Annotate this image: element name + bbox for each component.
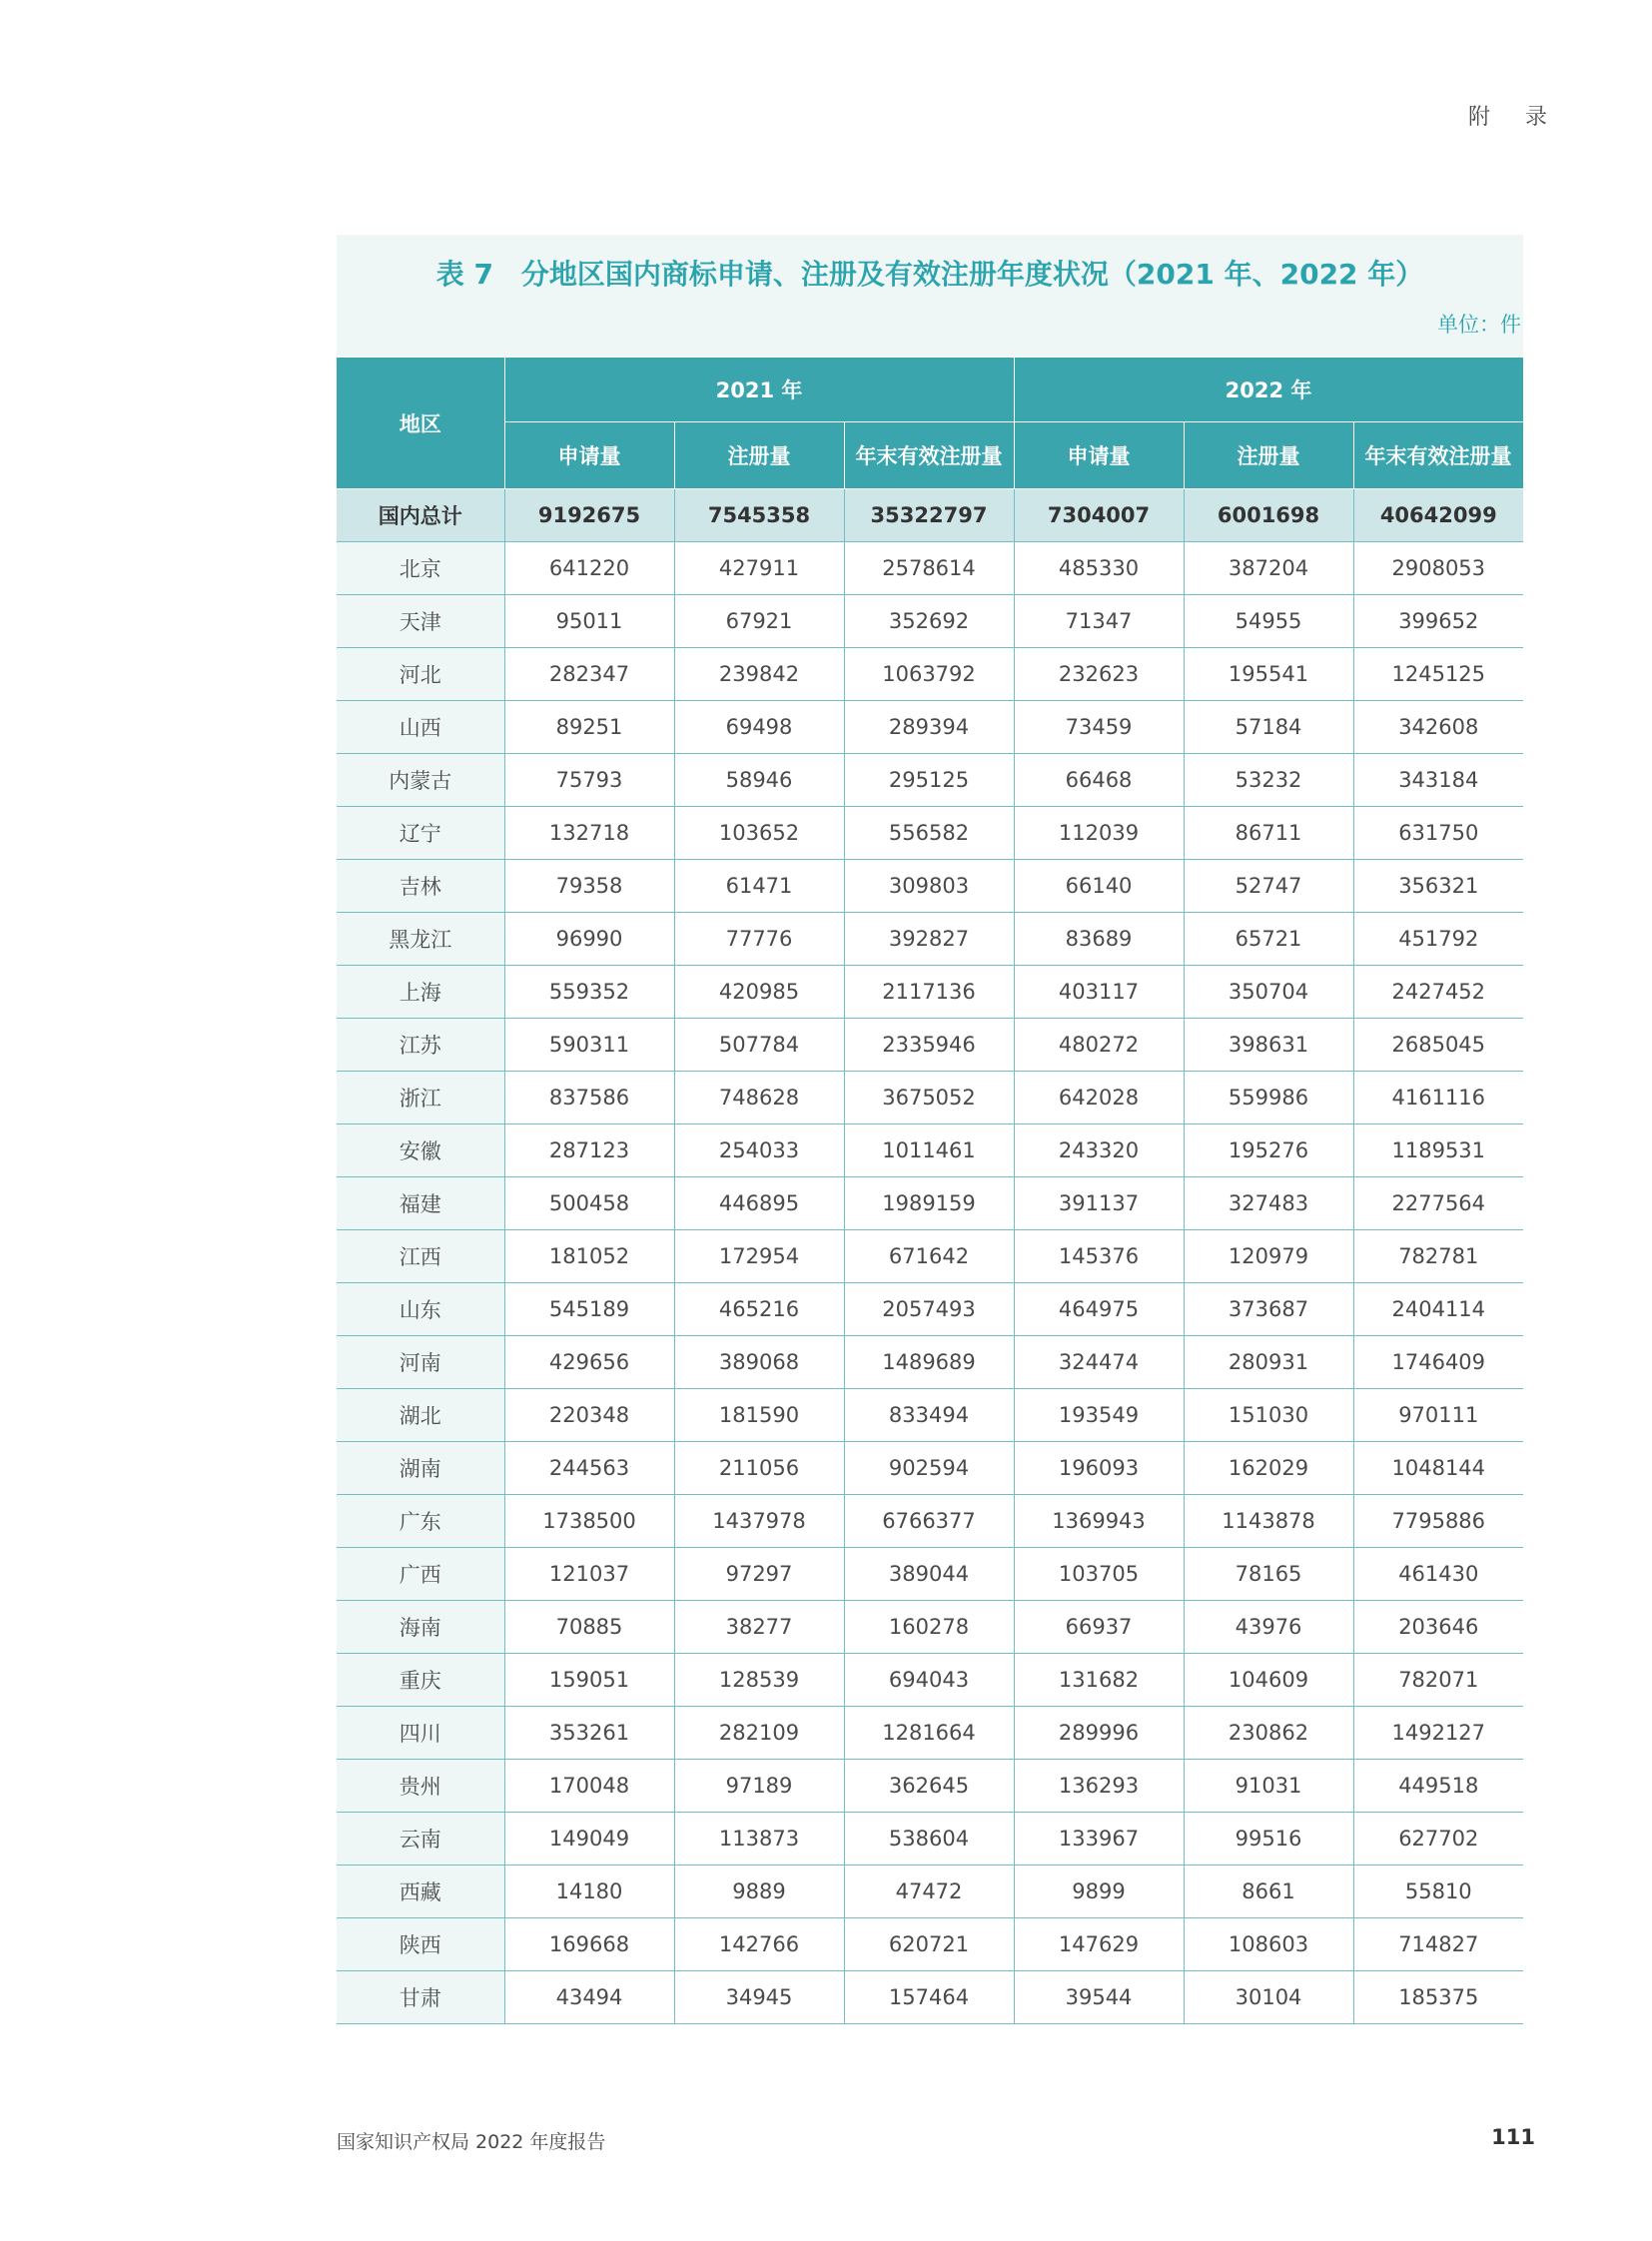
value-cell: 387204 — [1184, 542, 1353, 595]
table-row — [337, 1601, 1523, 1654]
value-cell: 427911 — [674, 542, 844, 595]
value-cell: 289394 — [844, 701, 1014, 754]
value-cell: 58946 — [674, 754, 844, 807]
value-cell: 43976 — [1184, 1601, 1353, 1654]
value-cell: 1245125 — [1353, 648, 1523, 701]
value-cell: 7795886 — [1353, 1495, 1523, 1548]
table-row — [337, 1072, 1523, 1124]
value-cell: 108603 — [1184, 1918, 1353, 1971]
value-cell: 34945 — [674, 1971, 844, 2024]
value-cell: 641220 — [504, 542, 674, 595]
value-cell: 429656 — [504, 1336, 674, 1389]
value-cell: 327483 — [1184, 1177, 1353, 1230]
value-cell: 243320 — [1014, 1124, 1184, 1177]
table-row — [337, 1918, 1523, 1971]
table-title: 表 7 分地区国内商标申请、注册及有效注册年度状况（2021 年、2022 年） — [435, 258, 1424, 291]
value-cell: 66140 — [1014, 860, 1184, 913]
value-cell: 391137 — [1014, 1177, 1184, 1230]
value-cell: 451792 — [1353, 913, 1523, 966]
table-row — [337, 542, 1523, 595]
region-column-header: 地区 — [337, 358, 504, 489]
value-cell: 480272 — [1014, 1019, 1184, 1072]
value-cell: 79358 — [504, 860, 674, 913]
value-cell: 6001698 — [1184, 489, 1353, 542]
value-cell: 389044 — [844, 1548, 1014, 1601]
value-cell: 748628 — [674, 1072, 844, 1124]
value-cell: 211056 — [674, 1442, 844, 1495]
value-cell: 1738500 — [504, 1495, 674, 1548]
value-cell: 185375 — [1353, 1971, 1523, 2024]
table-row — [337, 807, 1523, 860]
value-cell: 714827 — [1353, 1918, 1523, 1971]
value-cell: 40642099 — [1353, 489, 1523, 542]
value-cell: 399652 — [1353, 595, 1523, 648]
value-cell: 254033 — [674, 1124, 844, 1177]
value-cell: 232623 — [1014, 648, 1184, 701]
value-cell: 169668 — [504, 1918, 674, 1971]
value-cell: 500458 — [504, 1177, 674, 1230]
value-cell: 67921 — [674, 595, 844, 648]
value-cell: 89251 — [504, 701, 674, 754]
value-cell: 373687 — [1184, 1283, 1353, 1336]
region-cell: 广西 — [337, 1548, 504, 1601]
region-cell: 福建 — [337, 1177, 504, 1230]
value-cell: 195276 — [1184, 1124, 1353, 1177]
value-cell: 83689 — [1014, 913, 1184, 966]
table-row — [337, 1813, 1523, 1866]
value-cell: 86711 — [1184, 807, 1353, 860]
value-cell: 350704 — [1184, 966, 1353, 1019]
region-cell: 黑龙江 — [337, 913, 504, 966]
value-cell: 289996 — [1014, 1707, 1184, 1760]
value-cell: 172954 — [674, 1230, 844, 1283]
value-cell: 449518 — [1353, 1760, 1523, 1813]
table-row — [337, 1442, 1523, 1495]
value-cell: 193549 — [1014, 1389, 1184, 1442]
value-cell: 30104 — [1184, 1971, 1353, 2024]
value-cell: 620721 — [844, 1918, 1014, 1971]
value-cell: 43494 — [504, 1971, 674, 2024]
region-cell: 河南 — [337, 1336, 504, 1389]
value-cell: 389068 — [674, 1336, 844, 1389]
value-cell: 170048 — [504, 1760, 674, 1813]
value-cell: 35322797 — [844, 489, 1014, 542]
value-cell: 446895 — [674, 1177, 844, 1230]
value-cell: 627702 — [1353, 1813, 1523, 1866]
table-row — [337, 860, 1523, 913]
value-cell: 230862 — [1184, 1707, 1353, 1760]
value-cell: 8661 — [1184, 1866, 1353, 1918]
value-cell: 131682 — [1014, 1654, 1184, 1707]
value-cell: 203646 — [1353, 1601, 1523, 1654]
value-cell: 38277 — [674, 1601, 844, 1654]
value-cell: 464975 — [1014, 1283, 1184, 1336]
value-cell: 239842 — [674, 648, 844, 701]
value-cell: 352692 — [844, 595, 1014, 648]
column-header: 申请量 — [504, 422, 674, 489]
year-2022-header: 2022 年 — [1014, 358, 1523, 422]
value-cell: 66937 — [1014, 1601, 1184, 1654]
value-cell: 559986 — [1184, 1072, 1353, 1124]
table-row — [337, 1548, 1523, 1601]
region-cell: 河北 — [337, 648, 504, 701]
table-row — [337, 1866, 1523, 1918]
value-cell: 47472 — [844, 1866, 1014, 1918]
value-cell: 295125 — [844, 754, 1014, 807]
value-cell: 545189 — [504, 1283, 674, 1336]
value-cell: 54955 — [1184, 595, 1353, 648]
value-cell: 403117 — [1014, 966, 1184, 1019]
table-row — [337, 648, 1523, 701]
value-cell: 78165 — [1184, 1548, 1353, 1601]
value-cell: 53232 — [1184, 754, 1353, 807]
table-row — [337, 1336, 1523, 1389]
value-cell: 9899 — [1014, 1866, 1184, 1918]
value-cell: 52747 — [1184, 860, 1353, 913]
value-cell: 1281664 — [844, 1707, 1014, 1760]
region-cell: 云南 — [337, 1813, 504, 1866]
value-cell: 73459 — [1014, 701, 1184, 754]
value-cell: 2427452 — [1353, 966, 1523, 1019]
value-cell: 196093 — [1014, 1442, 1184, 1495]
value-cell: 642028 — [1014, 1072, 1184, 1124]
value-cell: 112039 — [1014, 807, 1184, 860]
value-cell: 39544 — [1014, 1971, 1184, 2024]
region-cell: 江西 — [337, 1230, 504, 1283]
value-cell: 103652 — [674, 807, 844, 860]
value-cell: 356321 — [1353, 860, 1523, 913]
value-cell: 159051 — [504, 1654, 674, 1707]
value-cell: 95011 — [504, 595, 674, 648]
value-cell: 7545358 — [674, 489, 844, 542]
region-cell: 吉林 — [337, 860, 504, 913]
value-cell: 2057493 — [844, 1283, 1014, 1336]
column-header: 年末有效注册量 — [844, 422, 1014, 489]
value-cell: 2117136 — [844, 966, 1014, 1019]
value-cell: 55810 — [1353, 1866, 1523, 1918]
region-cell: 陕西 — [337, 1918, 504, 1971]
table-body — [337, 489, 1523, 2024]
value-cell: 96990 — [504, 913, 674, 966]
table-row — [337, 1654, 1523, 1707]
value-cell: 398631 — [1184, 1019, 1353, 1072]
value-cell: 65721 — [1184, 913, 1353, 966]
value-cell: 97189 — [674, 1760, 844, 1813]
column-header: 年末有效注册量 — [1353, 422, 1523, 489]
value-cell: 280931 — [1184, 1336, 1353, 1389]
value-cell: 181590 — [674, 1389, 844, 1442]
value-cell: 342608 — [1353, 701, 1523, 754]
value-cell: 1989159 — [844, 1177, 1014, 1230]
value-cell: 1492127 — [1353, 1707, 1523, 1760]
value-cell: 9192675 — [504, 489, 674, 542]
value-cell: 2685045 — [1353, 1019, 1523, 1072]
column-header: 申请量 — [1014, 422, 1184, 489]
value-cell: 151030 — [1184, 1389, 1353, 1442]
value-cell: 559352 — [504, 966, 674, 1019]
region-cell: 贵州 — [337, 1760, 504, 1813]
value-cell: 244563 — [504, 1442, 674, 1495]
region-cell: 天津 — [337, 595, 504, 648]
value-cell: 309803 — [844, 860, 1014, 913]
value-cell: 57184 — [1184, 701, 1353, 754]
value-cell: 362645 — [844, 1760, 1014, 1813]
value-cell: 66468 — [1014, 754, 1184, 807]
region-cell: 重庆 — [337, 1654, 504, 1707]
table-row — [337, 1971, 1523, 2024]
value-cell: 3675052 — [844, 1072, 1014, 1124]
value-cell: 181052 — [504, 1230, 674, 1283]
table-row — [337, 595, 1523, 648]
value-cell: 1048144 — [1353, 1442, 1523, 1495]
value-cell: 420985 — [674, 966, 844, 1019]
value-cell: 9889 — [674, 1866, 844, 1918]
value-cell: 75793 — [504, 754, 674, 807]
region-cell: 山东 — [337, 1283, 504, 1336]
value-cell: 2277564 — [1353, 1177, 1523, 1230]
value-cell: 833494 — [844, 1389, 1014, 1442]
table-row — [337, 1230, 1523, 1283]
region-cell: 浙江 — [337, 1072, 504, 1124]
value-cell: 392827 — [844, 913, 1014, 966]
region-cell: 山西 — [337, 701, 504, 754]
table-row — [337, 1707, 1523, 1760]
table-row — [337, 913, 1523, 966]
value-cell: 149049 — [504, 1813, 674, 1866]
region-cell: 四川 — [337, 1707, 504, 1760]
value-cell: 133967 — [1014, 1813, 1184, 1866]
value-cell: 136293 — [1014, 1760, 1184, 1813]
value-cell: 556582 — [844, 807, 1014, 860]
value-cell: 538604 — [844, 1813, 1014, 1866]
value-cell: 7304007 — [1014, 489, 1184, 542]
value-cell: 631750 — [1353, 807, 1523, 860]
table-row — [337, 1283, 1523, 1336]
region-cell: 广东 — [337, 1495, 504, 1548]
table-row — [337, 966, 1523, 1019]
value-cell: 485330 — [1014, 542, 1184, 595]
value-cell: 2908053 — [1353, 542, 1523, 595]
year-2021-header: 2021 年 — [504, 358, 1014, 422]
region-cell: 西藏 — [337, 1866, 504, 1918]
section-header: 附 录 — [1468, 105, 1561, 130]
page-number: 111 — [1491, 2125, 1535, 2149]
value-cell: 1063792 — [844, 648, 1014, 701]
value-cell: 1746409 — [1353, 1336, 1523, 1389]
value-cell: 160278 — [844, 1601, 1014, 1654]
value-cell: 14180 — [504, 1866, 674, 1918]
region-cell: 江苏 — [337, 1019, 504, 1072]
table-row — [337, 1389, 1523, 1442]
value-cell: 147629 — [1014, 1918, 1184, 1971]
value-cell: 195541 — [1184, 648, 1353, 701]
value-cell: 837586 — [504, 1072, 674, 1124]
value-cell: 1489689 — [844, 1336, 1014, 1389]
region-cell: 国内总计 — [337, 489, 504, 542]
value-cell: 91031 — [1184, 1760, 1353, 1813]
value-cell: 353261 — [504, 1707, 674, 1760]
table-row — [337, 1177, 1523, 1230]
value-cell: 694043 — [844, 1654, 1014, 1707]
value-cell: 2578614 — [844, 542, 1014, 595]
trademark-table — [337, 357, 1524, 2024]
value-cell: 113873 — [674, 1813, 844, 1866]
region-cell: 湖北 — [337, 1389, 504, 1442]
value-cell: 104609 — [1184, 1654, 1353, 1707]
total-row — [337, 489, 1523, 542]
table-row — [337, 1495, 1523, 1548]
value-cell: 590311 — [504, 1019, 674, 1072]
value-cell: 4161116 — [1353, 1072, 1523, 1124]
value-cell: 99516 — [1184, 1813, 1353, 1866]
value-cell: 77776 — [674, 913, 844, 966]
table-row — [337, 1019, 1523, 1072]
value-cell: 70885 — [504, 1601, 674, 1654]
region-cell: 甘肃 — [337, 1971, 504, 2024]
value-cell: 132718 — [504, 807, 674, 860]
value-cell: 2335946 — [844, 1019, 1014, 1072]
region-cell: 湖南 — [337, 1442, 504, 1495]
value-cell: 782071 — [1353, 1654, 1523, 1707]
data-table-container — [337, 235, 1523, 2024]
value-cell: 2404114 — [1353, 1283, 1523, 1336]
table-row — [337, 754, 1523, 807]
region-cell: 海南 — [337, 1601, 504, 1654]
value-cell: 69498 — [674, 701, 844, 754]
region-cell: 安徽 — [337, 1124, 504, 1177]
value-cell: 970111 — [1353, 1389, 1523, 1442]
value-cell: 71347 — [1014, 595, 1184, 648]
value-cell: 142766 — [674, 1918, 844, 1971]
value-cell: 121037 — [504, 1548, 674, 1601]
value-cell: 282109 — [674, 1707, 844, 1760]
value-cell: 128539 — [674, 1654, 844, 1707]
table-caption — [337, 235, 1523, 357]
value-cell: 1011461 — [844, 1124, 1014, 1177]
value-cell: 97297 — [674, 1548, 844, 1601]
value-cell: 507784 — [674, 1019, 844, 1072]
value-cell: 6766377 — [844, 1495, 1014, 1548]
value-cell: 343184 — [1353, 754, 1523, 807]
region-cell: 辽宁 — [337, 807, 504, 860]
value-cell: 465216 — [674, 1283, 844, 1336]
value-cell: 782781 — [1353, 1230, 1523, 1283]
value-cell: 1189531 — [1353, 1124, 1523, 1177]
value-cell: 324474 — [1014, 1336, 1184, 1389]
value-cell: 162029 — [1184, 1442, 1353, 1495]
table-row — [337, 1124, 1523, 1177]
table-row — [337, 701, 1523, 754]
table-row — [337, 1760, 1523, 1813]
report-name: 国家知识产权局 2022 年度报告 — [337, 2131, 606, 2153]
value-cell: 61471 — [674, 860, 844, 913]
table-unit: 单位：件 — [1437, 313, 1521, 337]
value-cell: 902594 — [844, 1442, 1014, 1495]
value-cell: 1369943 — [1014, 1495, 1184, 1548]
region-cell: 上海 — [337, 966, 504, 1019]
region-cell: 内蒙古 — [337, 754, 504, 807]
value-cell: 282347 — [504, 648, 674, 701]
value-cell: 461430 — [1353, 1548, 1523, 1601]
value-cell: 1143878 — [1184, 1495, 1353, 1548]
value-cell: 220348 — [504, 1389, 674, 1442]
value-cell: 145376 — [1014, 1230, 1184, 1283]
value-cell: 157464 — [844, 1971, 1014, 2024]
value-cell: 120979 — [1184, 1230, 1353, 1283]
column-header: 注册量 — [674, 422, 844, 489]
value-cell: 287123 — [504, 1124, 674, 1177]
value-cell: 1437978 — [674, 1495, 844, 1548]
region-cell: 北京 — [337, 542, 504, 595]
column-header: 注册量 — [1184, 422, 1353, 489]
value-cell: 671642 — [844, 1230, 1014, 1283]
value-cell: 103705 — [1014, 1548, 1184, 1601]
